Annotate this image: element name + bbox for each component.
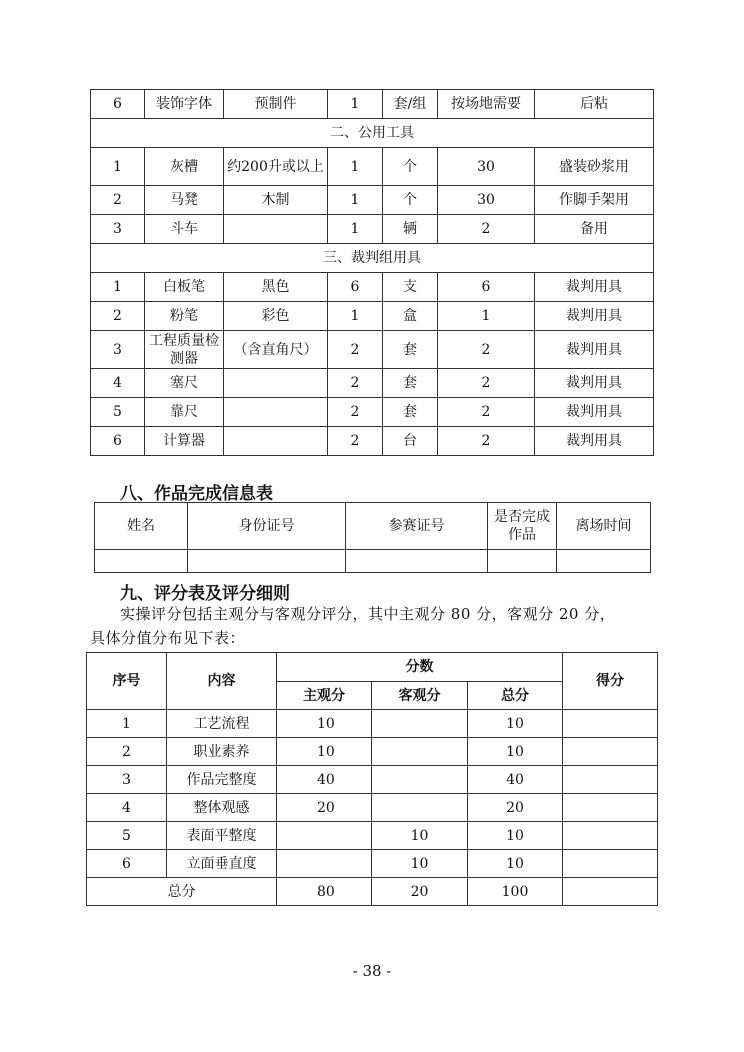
table-row: 4 塞尺 2 套 2 裁判用具 [91, 369, 654, 398]
section-heading-scoring: 九、评分表及评分细则 [120, 584, 290, 604]
table-row: 1 工艺流程 10 10 [87, 710, 658, 738]
table-row: 5 表面平整度 10 10 [87, 822, 658, 850]
section-heading-completion-info: 八、作品完成信息表 [120, 484, 273, 504]
table-row: 5 靠尺 2 套 2 裁判用具 [91, 398, 654, 427]
total-row: 总分 80 20 100 [87, 878, 658, 906]
scoring-description-line2: 具体分值分布见下表： [90, 629, 246, 647]
table-row: 3 作品完整度 40 40 [87, 766, 658, 794]
completion-info-table [94, 502, 651, 573]
table-row: 1 白板笔 黑色 6 支 6 裁判用具 [91, 273, 654, 302]
section-row [91, 119, 654, 148]
scoring-table [86, 652, 658, 906]
scoring-description-line1: 实操评分包括主观分与客观分评分，其中主观分 80 分，客观分 20 分， [120, 605, 616, 623]
table-row: 1 灰槽 约200升或以上 1 个 30 盛装砂浆用 [91, 148, 654, 186]
table-row: 6 装饰字体 预制件 1 套/组 按场地需要 后粘 [91, 90, 654, 119]
table-row: 6 立面垂直度 10 10 [87, 850, 658, 878]
table-row [95, 550, 651, 573]
table-header-row: 姓名 身份证号 参赛证号 是否完成作品 离场时间 [95, 503, 651, 550]
section-title-judge-tools: 三、裁判组用具 [91, 244, 654, 273]
table-row: 3 斗车 1 辆 2 备用 [91, 215, 654, 244]
table-header-row: 主观分 客观分 总分 [87, 682, 658, 710]
table-row: 2 职业素养 10 10 [87, 738, 658, 766]
section-title-tools: 二、公用工具 [91, 119, 654, 148]
table-row: 2 马凳 木制 1 个 30 作脚手架用 [91, 186, 654, 215]
tools-table [90, 89, 654, 456]
table-row: 2 粉笔 彩色 1 盒 1 裁判用具 [91, 302, 654, 331]
table-row: 3 工程质量检测器 （含直角尺） 2 套 2 裁判用具 [91, 331, 654, 369]
page-number: - 38 - [352, 962, 392, 980]
section-row [91, 244, 654, 273]
table-header-row: 序号 内容 分数 得分 [87, 653, 658, 682]
table-row: 6 计算器 2 台 2 裁判用具 [91, 427, 654, 456]
table-row: 4 整体观感 20 20 [87, 794, 658, 822]
